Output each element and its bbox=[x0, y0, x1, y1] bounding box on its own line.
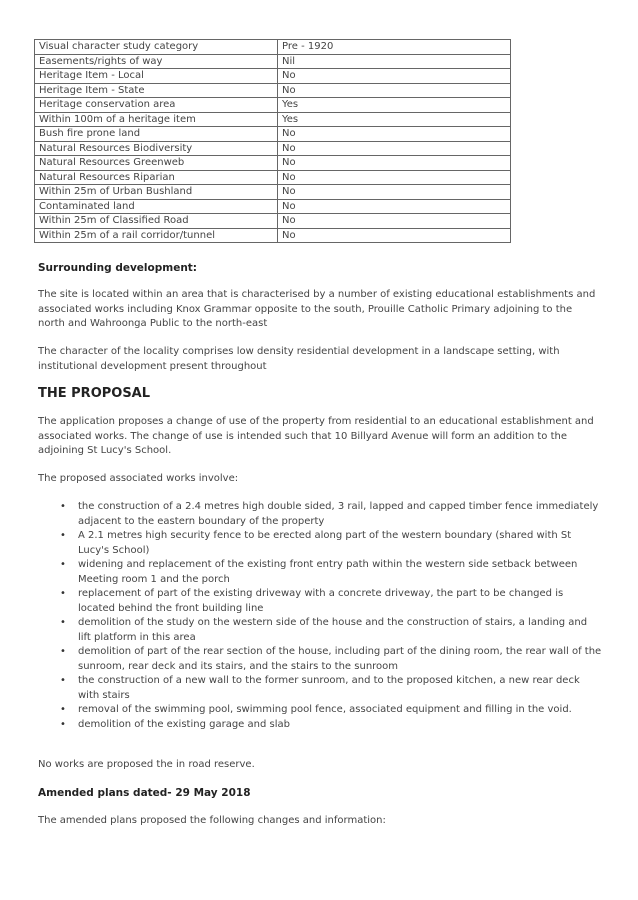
list-item-text: A 2.1 metres high security fence to be erected along part of the western boundary (shared with St Lucy's School) bbox=[78, 530, 572, 556]
list-item bbox=[58, 558, 603, 587]
table-cell-value: Yes bbox=[278, 98, 511, 113]
table-cell-label: Contaminated land bbox=[35, 199, 278, 214]
list-item bbox=[58, 718, 603, 733]
table-cell-value: No bbox=[278, 214, 511, 229]
list-item-text: demolition of part of the rear section of the house, including part of the dining room, the rear wall of the sunroom, rear deck and its stairs, and the stairs to the sunroom bbox=[78, 646, 602, 672]
table-row bbox=[35, 199, 511, 214]
table-cell-label: Within 25m of Urban Bushland bbox=[35, 185, 278, 200]
bullet-icon: • bbox=[60, 501, 66, 512]
table-row bbox=[35, 127, 511, 142]
list-item-text: replacement of part of the existing driveway with a concrete driveway, the part to be changed is located behind the front building line bbox=[78, 588, 564, 614]
bullet-icon: • bbox=[60, 704, 66, 715]
table-row bbox=[35, 170, 511, 185]
list-item bbox=[58, 529, 603, 558]
table-cell-value: No bbox=[278, 170, 511, 185]
table-row bbox=[35, 214, 511, 229]
list-item bbox=[58, 674, 603, 703]
table-row bbox=[35, 54, 511, 69]
list-item-text: the construction of a 2.4 metres high double sided, 3 rail, lapped and capped timber fence immediately adjacent to the eastern boundary of the property bbox=[78, 501, 599, 527]
list-item-text: demolition of the existing garage and slab bbox=[78, 718, 290, 730]
table-cell-value: No bbox=[278, 228, 511, 243]
list-item-text: the construction of a new wall to the former sunroom, and to the proposed kitchen, a new rear deck with stairs bbox=[78, 675, 580, 701]
list-item bbox=[58, 587, 603, 616]
table-cell-label: Easements/rights of way bbox=[35, 54, 278, 69]
list-item bbox=[58, 703, 603, 718]
table-cell-value: No bbox=[278, 69, 511, 84]
bullet-icon: • bbox=[60, 617, 66, 628]
amended-plans-heading: Amended plans dated- 29 May 2018 bbox=[38, 787, 251, 799]
table-row bbox=[35, 185, 511, 200]
no-works-statement: No works are proposed the in road reserve. bbox=[38, 759, 255, 770]
proposal-heading: THE PROPOSAL bbox=[38, 386, 151, 401]
table-cell-value: No bbox=[278, 185, 511, 200]
bullet-icon: • bbox=[60, 646, 66, 657]
list-item bbox=[58, 616, 603, 645]
table-row bbox=[35, 40, 511, 55]
table-cell-label: Within 25m of Classified Road bbox=[35, 214, 278, 229]
bullet-icon: • bbox=[60, 559, 66, 570]
list-item-text: removal of the swimming pool, swimming pool fence, associated equipment and filling in the void. bbox=[78, 704, 572, 715]
bullet-icon: • bbox=[60, 718, 66, 730]
table-row bbox=[35, 141, 511, 156]
table-row bbox=[35, 83, 511, 98]
bullet-icon: • bbox=[60, 675, 66, 686]
list-item-text: demolition of the study on the western side of the house and the construction of stairs, a landing and lift platform in this area bbox=[78, 617, 588, 643]
table-cell-value: No bbox=[278, 141, 511, 156]
list-item-text: widening and replacement of the existing front entry path within the western side setback between Meeting room 1 and the porch bbox=[78, 559, 578, 585]
table-cell-label: Heritage conservation area bbox=[35, 98, 278, 113]
table-cell-value: No bbox=[278, 199, 511, 214]
table-cell-label: Natural Resources Greenweb bbox=[35, 156, 278, 171]
proposed-works-list bbox=[58, 500, 603, 732]
table-cell-label: Bush fire prone land bbox=[35, 127, 278, 142]
list-item bbox=[58, 500, 603, 529]
surrounding-paragraph-2: The character of the locality comprises low density residential development in a landscape setting, with institutional development present throughout bbox=[38, 346, 560, 372]
table-cell-value: Pre - 1920 bbox=[278, 40, 511, 55]
table-cell-value: Nil bbox=[278, 54, 511, 69]
table-cell-label: Heritage Item - Local bbox=[35, 69, 278, 84]
amended-plans-paragraph: The amended plans proposed the following changes and information: bbox=[38, 815, 386, 826]
table-cell-label: Within 100m of a heritage item bbox=[35, 112, 278, 127]
table-row bbox=[35, 69, 511, 84]
table-cell-label: Visual character study category bbox=[35, 40, 278, 55]
proposal-paragraph-2: The proposed associated works involve: bbox=[38, 473, 239, 484]
table-cell-label: Natural Resources Riparian bbox=[35, 170, 278, 185]
table-cell-label: Heritage Item - State bbox=[35, 83, 278, 98]
list-item bbox=[58, 645, 603, 674]
surrounding-development-heading: Surrounding development: bbox=[38, 262, 198, 274]
table-cell-value: No bbox=[278, 127, 511, 142]
table-row bbox=[35, 98, 511, 113]
table-cell-value: No bbox=[278, 156, 511, 171]
table-row bbox=[35, 156, 511, 171]
property-constraints-table bbox=[34, 39, 511, 243]
table-cell-label: Natural Resources Biodiversity bbox=[35, 141, 278, 156]
table-cell-value: Yes bbox=[278, 112, 511, 127]
table-cell-value: No bbox=[278, 83, 511, 98]
proposal-paragraph-1: The application proposes a change of use of the property from residential to an educational establishment and associated works. The change of use is intended such that 10 Billyard Avenue will form an addition to the adjoining St Lucy's School. bbox=[38, 416, 594, 456]
bullet-icon: • bbox=[60, 530, 66, 541]
table-cell-label: Within 25m of a rail corridor/tunnel bbox=[35, 228, 278, 243]
table-row bbox=[35, 112, 511, 127]
surrounding-paragraph-1: The site is located within an area that is characterised by a number of existing educational establishments and associated works including Knox Grammar opposite to the south, Prouille Catholic Primary adjoining to the north and Wahroonga Public to the north-east bbox=[38, 289, 596, 329]
table-row bbox=[35, 228, 511, 243]
bullet-icon: • bbox=[60, 588, 66, 599]
